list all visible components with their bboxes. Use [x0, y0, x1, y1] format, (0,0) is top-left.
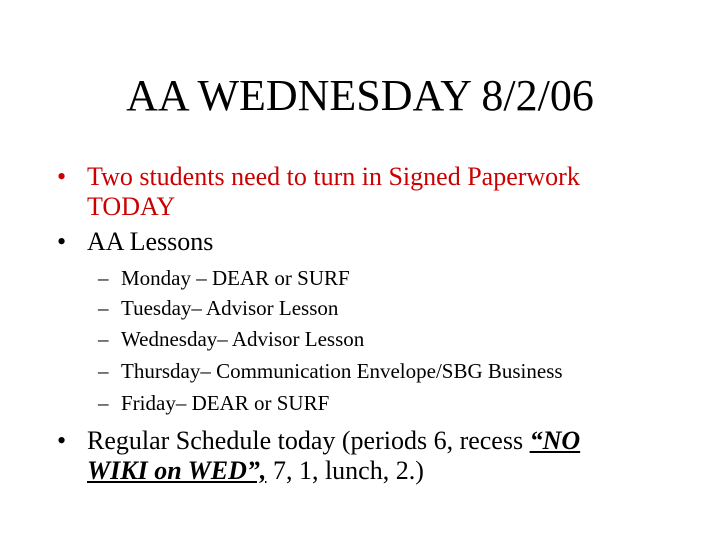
bullet-text: [87, 162, 580, 222]
lesson-text: Wednesday– Advisor Lesson: [121, 327, 365, 351]
slide-title: AA WEDNESDAY 8/2/06: [126, 71, 594, 120]
bullet-text-line-1: Two students need to turn in Signed Paperwork: [87, 162, 580, 191]
dash-marker: –: [98, 391, 109, 415]
lesson-text: Thursday– Communication Envelope/SBG Business: [121, 359, 563, 383]
lesson-text: Monday – DEAR or SURF: [121, 266, 350, 290]
schedule-text-end: 7, 1, lunch, 2.): [266, 456, 424, 485]
lesson-text: Tuesday– Advisor Lesson: [121, 296, 339, 320]
schedule-emphasis-end: WIKI on WED”,: [87, 456, 267, 485]
bullet-text: [87, 426, 580, 486]
dash-marker: –: [98, 296, 109, 320]
bullet-dot: •: [57, 162, 67, 191]
bullet-text: AA Lessons: [87, 227, 214, 256]
lesson-text: Friday– DEAR or SURF: [121, 391, 330, 415]
schedule-emphasis-start: “NO: [529, 426, 581, 455]
dash-marker: –: [98, 359, 109, 383]
dash-marker: –: [98, 266, 109, 290]
bullet-text-line-2: TODAY: [87, 192, 176, 221]
schedule-text-start: Regular Schedule today (periods 6, recess: [87, 426, 530, 455]
dash-marker: –: [98, 327, 109, 351]
bullet-dot: •: [57, 227, 67, 256]
bullet-dot: •: [57, 426, 67, 455]
